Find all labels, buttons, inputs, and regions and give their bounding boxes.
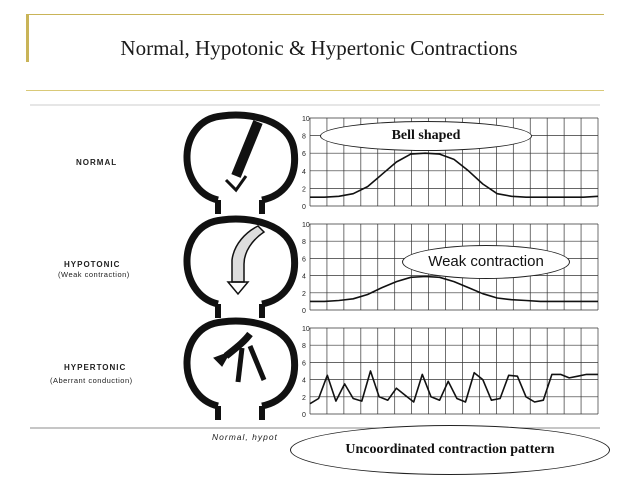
y-tick-label: 6	[302, 360, 306, 368]
callout-weak-contraction: Weak contraction	[402, 245, 570, 279]
callout-bell-shaped: Bell shaped	[320, 121, 532, 151]
trace-line-normal	[310, 153, 598, 197]
uterus-hypotonic-icon	[187, 219, 295, 318]
row-label-hypertonic: HYPERTONIC	[64, 363, 127, 372]
row-sublabel-hypotonic: (Weak contraction)	[58, 270, 130, 279]
trace-line-hypertonic	[310, 371, 598, 404]
trace-panel-hypertonic	[302, 326, 598, 419]
y-tick-label: 2	[302, 186, 306, 194]
y-tick-label: 10	[302, 116, 310, 123]
uterus-hypertonic-icon	[187, 321, 295, 420]
y-tick-label: 10	[302, 326, 310, 333]
trace-line-hypotonic	[310, 277, 598, 302]
y-tick-label: 6	[302, 256, 306, 264]
slide-title: Normal, Hypotonic & Hypertonic Contractions	[120, 36, 518, 60]
y-tick-label: 10	[302, 222, 310, 229]
y-tick-label: 8	[302, 239, 306, 247]
row-label-hypotonic: HYPOTONIC	[64, 260, 121, 269]
y-tick-label: 2	[302, 394, 306, 402]
y-tick-label: 0	[302, 308, 306, 315]
y-tick-label: 0	[302, 412, 306, 419]
row-sublabel-hypertonic: (Aberrant conduction)	[50, 376, 133, 385]
y-tick-label: 8	[302, 343, 306, 351]
y-tick-label: 6	[302, 151, 306, 159]
y-tick-label: 4	[302, 273, 306, 281]
y-tick-label: 4	[302, 377, 306, 385]
y-tick-label: 2	[302, 290, 306, 298]
y-tick-label: 0	[302, 204, 306, 211]
y-tick-label: 4	[302, 168, 306, 176]
callout-uncoordinated: Uncoordinated contraction pattern	[290, 425, 610, 475]
row-label-normal: NORMAL	[76, 158, 118, 167]
y-tick-label: 8	[302, 133, 306, 141]
uterus-normal-icon	[187, 115, 295, 214]
figure-caption: Normal, hypot	[212, 432, 278, 442]
